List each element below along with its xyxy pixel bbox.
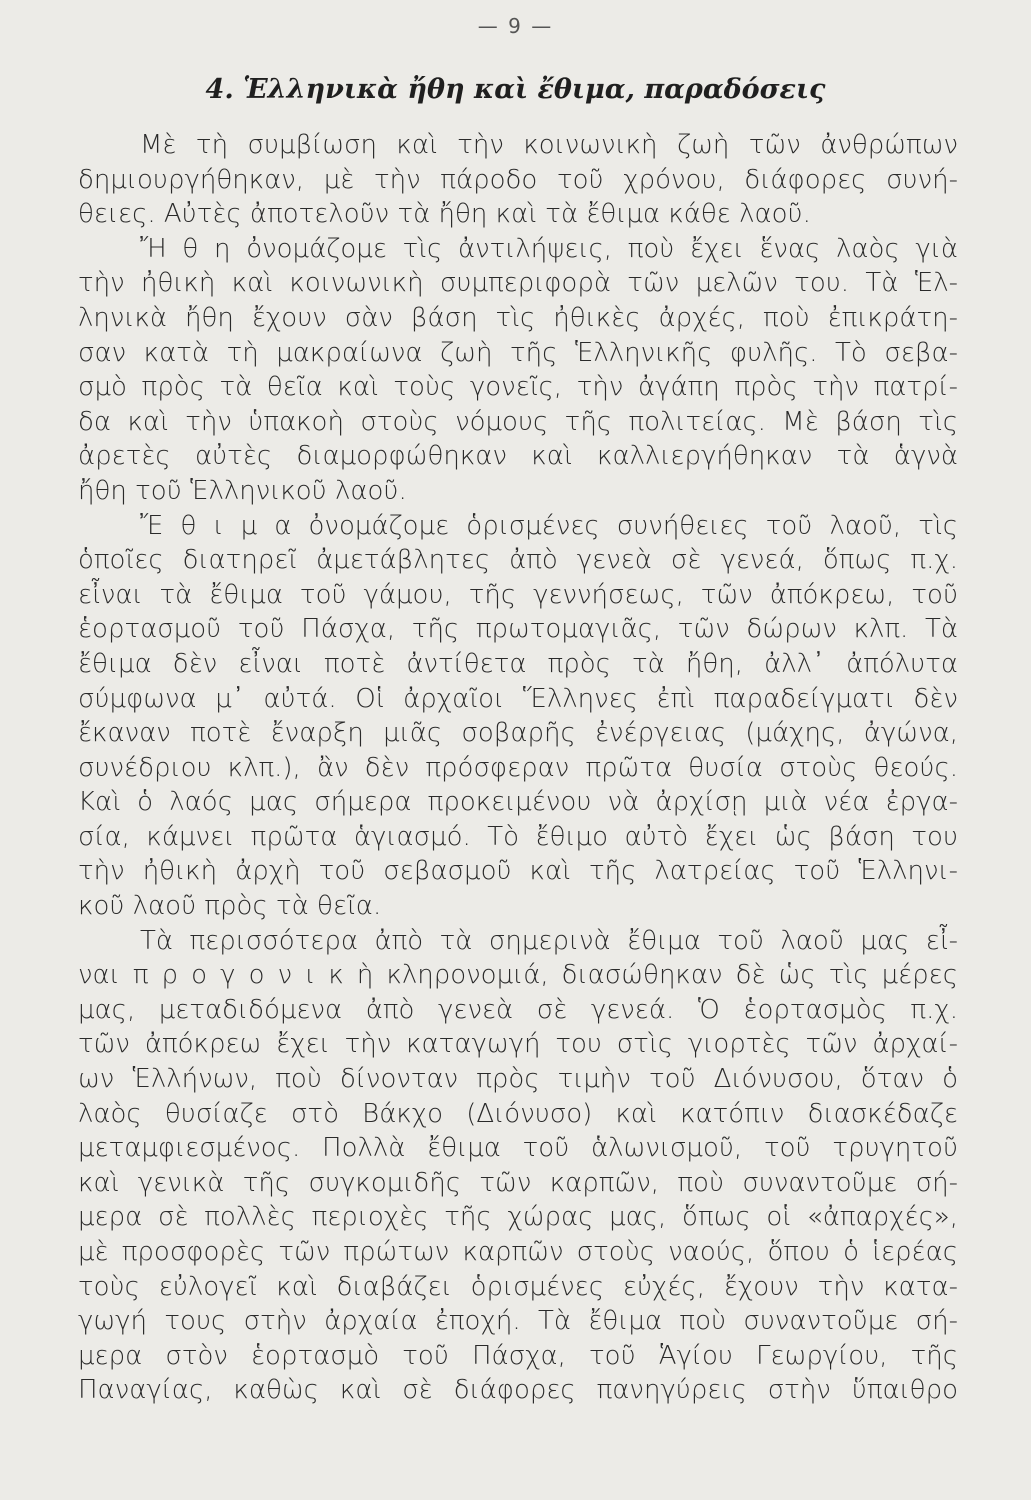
text-line: ἔθιμα δὲν εἶναι ποτὲ ἀντίθετα πρὸς τὰ ἤθη, ἀλλ᾽ ἀπόλυτα <box>78 648 958 679</box>
text-line: μεταμφιεσμένος. Πολλὰ ἔθιμα τοῦ ἁλωνισμοῦ, τοῦ τρυγητοῦ <box>78 1133 958 1164</box>
section-heading: 4. Ἑλληνικὰ ἤθη καὶ ἔθιμα, παραδόσεις <box>205 74 826 105</box>
text-line: σία, κάμνει πρῶτα ἁγιασμό. Τὸ ἔθιμο αὐτὸ ἔχει ὡς βάση του <box>78 821 958 852</box>
text-line: ἤθη τοῦ Ἑλληνικοῦ λαοῦ. <box>78 475 407 506</box>
text-line: τοὺς εὐλογεῖ καὶ διαβάζει ὁρισμένες εὐχές, ἔχουν τὴν κατα- <box>78 1271 958 1302</box>
text-line: εἶναι τὰ ἔθιμα τοῦ γάμου, τῆς γεννήσεως, τῶν ἀπόκρεω, τοῦ <box>78 579 958 610</box>
text-line: μας, μεταδιδόμενα ἀπὸ γενεὰ σὲ γενεά. Ὁ ἑορτασμὸς π.χ. <box>78 994 958 1025</box>
text-line: μὲ προσφορὲς τῶν πρώτων καρπῶν στοὺς ναούς, ὅπου ὁ ἱερέας <box>78 1237 958 1267</box>
text-line: θειες. Αὐτὲς ἀποτελοῦν τὰ ἤθη καὶ τὰ ἔθιμα κάθε λαοῦ. <box>78 199 811 230</box>
text-line: ληνικὰ ἤθη ἔχουν σὰν βάση τὶς ἠθικὲς ἀρχές, ποὺ ἐπικράτη- <box>78 302 958 333</box>
text-line: Τὰ περισσότερα ἀπὸ τὰ σημερινὰ ἔθιμα τοῦ λαοῦ μας εἶ- <box>140 925 958 956</box>
text-line: ἀρετὲς αὐτὲς διαμορφώθηκαν καὶ καλλιεργήθηκαν τὰ ἁγνὰ <box>78 441 958 472</box>
text-line: σμὸ πρὸς τὰ θεῖα καὶ τοὺς γονεῖς, τὴν ἀγάπη πρὸς τὴν πατρί- <box>78 372 958 403</box>
text-line: ὁποῖες διατηρεῖ ἀμετάβλητες ἀπὸ γενεὰ σὲ γενεά, ὅπως π.χ. <box>78 545 958 576</box>
text-line: ναι π ρ ο γ ο ν ι κ ὴ κληρονομιά, διασώθηκαν δὲ ὡς τὶς μέρες <box>78 960 958 991</box>
page-number: — 9 — <box>477 14 554 38</box>
text-line: δημιουργήθηκαν, μὲ τὴν πάροδο τοῦ χρόνου, διάφορες συνή- <box>78 164 958 195</box>
text-line: ἔκαναν ποτὲ ἔναρξη μιᾶς σοβαρῆς ἐνέργειας (μάχης, ἀγώνα, <box>78 718 958 749</box>
text-line: ων Ἑλλήνων, ποὺ δίνονταν πρὸς τιμὴν τοῦ Διόνυσου, ὅταν ὁ <box>78 1064 958 1095</box>
text-line: καὶ γενικὰ τῆς συγκομιδῆς τῶν καρπῶν, ποὺ συναντοῦμε σή- <box>78 1167 958 1198</box>
text-line: συνέδριου κλπ.), ἂν δὲν πρόσφεραν πρῶτα θυσία στοὺς θεούς. <box>78 752 958 783</box>
text-line: γωγή τους στὴν ἀρχαία ἐποχή. Τὰ ἔθιμα ποὺ συναντοῦμε σή- <box>78 1306 958 1337</box>
text-line: ἑορτασμοῦ τοῦ Πάσχα, τῆς πρωτομαγιᾶς, τῶν δώρων κλπ. Τὰ <box>78 614 958 645</box>
text-line: λαὸς θυσίαζε στὸ Βάκχο (Διόνυσο) καὶ κατόπιν διασκέδαζε <box>78 1098 958 1129</box>
text-line: δα καὶ τὴν ὑπακοὴ στοὺς νόμους τῆς πολιτείας. Μὲ βάση τὶς <box>78 406 958 437</box>
text-line: σαν κατὰ τὴ μακραίωνα ζωὴ τῆς Ἑλληνικῆς φυλῆς. Τὸ σεβα- <box>78 337 958 368</box>
body-text <box>78 128 958 1408</box>
text-line: μερα στὸν ἑορτασμὸ τοῦ Πάσχα, τοῦ Ἁγίου Γεωργίου, τῆς <box>78 1340 958 1371</box>
text-line: τῶν ἀπόκρεω ἔχει τὴν καταγωγή του στὶς γιορτὲς τῶν ἀρχαί- <box>78 1029 958 1060</box>
text-line: Μὲ τὴ συμβίωση καὶ τὴν κοινωνικὴ ζωὴ τῶν ἀνθρώπων <box>140 130 958 160</box>
text-line: Ἤ θ η ὀνομάζομε τὶς ἀντιλήψεις, ποὺ ἔχει ἕνας λαὸς γιὰ <box>140 233 958 264</box>
text-line: Καὶ ὁ λαός μας σήμερα προκειμένου νὰ ἀρχίσῃ μιὰ νέα ἐργα- <box>78 787 958 818</box>
text-line: τὴν ἠθικὴ ἀρχὴ τοῦ σεβασμοῦ καὶ τῆς λατρείας τοῦ Ἑλληνι- <box>78 856 958 887</box>
text-line: σύμφωνα μ᾽ αὐτά. Οἱ ἀρχαῖοι Ἕλληνες ἐπὶ παραδείγματι δὲν <box>78 683 958 714</box>
text-line: Παναγίας, καθὼς καὶ σὲ διάφορες πανηγύρεις στὴν ὕπαιθρο <box>78 1375 958 1406</box>
text-line: τὴν ἠθικὴ καὶ κοινωνικὴ συμπεριφορὰ τῶν μελῶν του. Τὰ Ἑλ- <box>78 268 958 299</box>
text-line: μερα σὲ πολλὲς περιοχὲς τῆς χώρας μας, ὅπως οἱ «ἀπαρχές», <box>78 1202 958 1233</box>
text-line: κοῦ λαοῦ πρὸς τὰ θεῖα. <box>78 891 382 922</box>
text-line: Ἔ θ ι μ α ὀνομάζομε ὁρισμένες συνήθειες τοῦ λαοῦ, τὶς <box>140 510 958 541</box>
